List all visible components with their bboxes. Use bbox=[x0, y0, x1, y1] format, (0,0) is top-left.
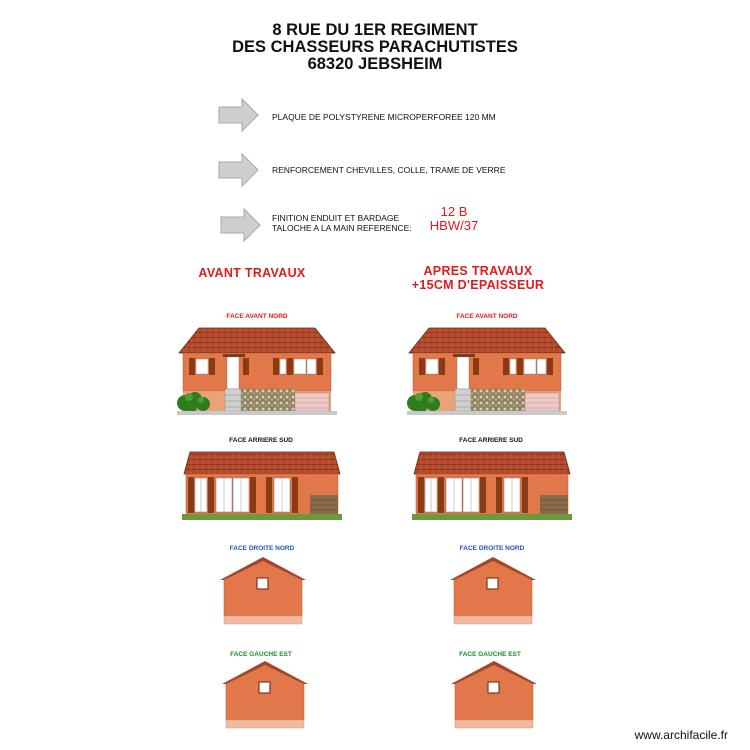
before-rear-label: FACE ARRIERE SUD bbox=[229, 437, 293, 444]
step-3-reference bbox=[422, 205, 486, 233]
after-left-elevation bbox=[449, 660, 539, 730]
reference-line-2: HBW/37 bbox=[429, 218, 479, 233]
before-right-label: FACE DROITE NORD bbox=[229, 545, 295, 552]
before-front-label: FACE AVANT NORD bbox=[226, 313, 288, 320]
after-heading-line-2: +15CM D'EPAISSEUR bbox=[411, 278, 545, 292]
step-3-arrow-icon bbox=[220, 208, 262, 242]
step-1-text: PLAQUE DE POLYSTYRENE MICROPERFOREE 120 MM bbox=[272, 112, 496, 122]
before-right-elevation bbox=[218, 556, 308, 626]
before-left-elevation bbox=[220, 660, 310, 730]
before-rear-elevation bbox=[182, 450, 344, 522]
before-front-elevation bbox=[177, 323, 337, 418]
watermark-link[interactable]: www.archifacile.fr bbox=[634, 728, 728, 742]
after-front-elevation bbox=[407, 323, 567, 418]
after-left-label: FACE GAUCHE EST bbox=[459, 651, 521, 658]
after-rear-label: FACE ARRIERE SUD bbox=[459, 437, 523, 444]
step-2-text: RENFORCEMENT CHEVILLES, COLLE, TRAME DE VERRE bbox=[272, 165, 506, 175]
after-heading-line-1: APRES TRAVAUX bbox=[423, 264, 533, 278]
step-3-text-line-1: FINITION ENDUIT ET BARDAGE bbox=[272, 213, 400, 223]
title-line-1: 8 RUE DU 1ER REGIMENT bbox=[272, 21, 478, 39]
title-line-2: DES CHASSEURS PARACHUTISTES bbox=[232, 38, 518, 56]
after-right-elevation bbox=[448, 556, 538, 626]
title-line-3: 68320 JEBSHEIM bbox=[307, 55, 443, 73]
after-rear-elevation bbox=[412, 450, 574, 522]
before-heading: AVANT TRAVAUX bbox=[198, 266, 306, 280]
page-title bbox=[0, 22, 750, 73]
step-1-arrow-icon bbox=[218, 98, 260, 132]
step-3-text-line-2: TALOCHE A LA MAIN REFERENCE: bbox=[272, 223, 412, 233]
before-left-label: FACE GAUCHE EST bbox=[230, 651, 292, 658]
after-right-label: FACE DROITE NORD bbox=[459, 545, 525, 552]
after-front-label: FACE AVANT NORD bbox=[456, 313, 518, 320]
after-heading bbox=[398, 264, 558, 292]
reference-line-1: 12 B bbox=[440, 204, 468, 219]
step-2-arrow-icon bbox=[218, 153, 260, 187]
